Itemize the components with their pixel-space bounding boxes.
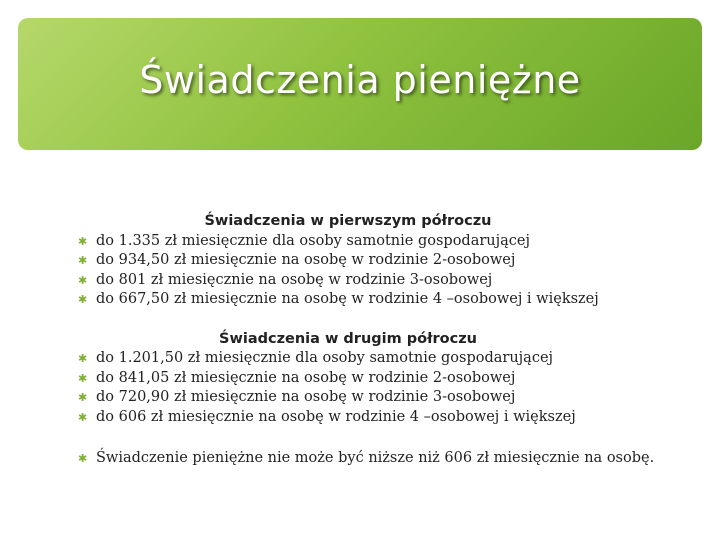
bullet-icon: ✱ [78,254,88,267]
list-item [78,408,698,428]
list-item [78,290,698,310]
title-banner [18,18,702,150]
list-item [78,369,698,389]
bullet-icon: ✱ [78,371,88,385]
list-item-text: do 841,05 zł miesięcznie na osobę w rodzinie 2-osobowej [96,369,516,386]
bullet-icon: ✱ [78,410,88,424]
bullet-icon: ✱ [78,234,88,248]
note-item [78,449,698,469]
bullet-icon: ✱ [78,391,88,404]
list-item-text: do 1.335 zł miesięcznie dla osoby samotnie gospodarującej [96,232,530,249]
list-item-text: do 934,50 zł miesięcznie na osobę w rodzinie 2-osobowej [96,252,516,268]
section-heading-first-half: Świadczenia w pierwszym półroczu [204,213,492,229]
list-item [78,232,698,252]
list-item-text: do 667,50 zł miesięcznie na osobę w rodzinie 4 –osobowej i większej [96,291,599,307]
list-item-text: do 801 zł miesięcznie na osobę w rodzinie 3-osobowej [96,271,493,288]
bullet-icon: ✱ [78,352,88,365]
list-item-text: do 1.201,50 zł miesięcznie dla osoby samotnie gospodarującej [96,350,554,366]
spacer [78,427,698,449]
bullet-icon: ✱ [78,293,88,306]
list-item [78,271,698,291]
list-item [78,251,698,271]
list-item [78,349,698,369]
bullet-icon: ✱ [78,273,88,287]
bullet-icon: ✱ [78,452,88,465]
note-text: Świadczenie pieniężne nie może być niższe niż 606 zł miesięcznie na osobę. [96,450,655,466]
slide-title: Świadczenia pieniężne [139,58,581,102]
list-item-text: do 606 zł miesięcznie na osobę w rodzinie 4 –osobowej i większej [96,408,576,425]
list-item-text: do 720,90 zł miesięcznie na osobę w rodzinie 3-osobowej [96,389,516,405]
spacer [78,310,698,330]
slide-content [78,212,698,469]
list-item [78,388,698,408]
section-heading-second-half: Świadczenia w drugim półroczu [219,330,477,347]
